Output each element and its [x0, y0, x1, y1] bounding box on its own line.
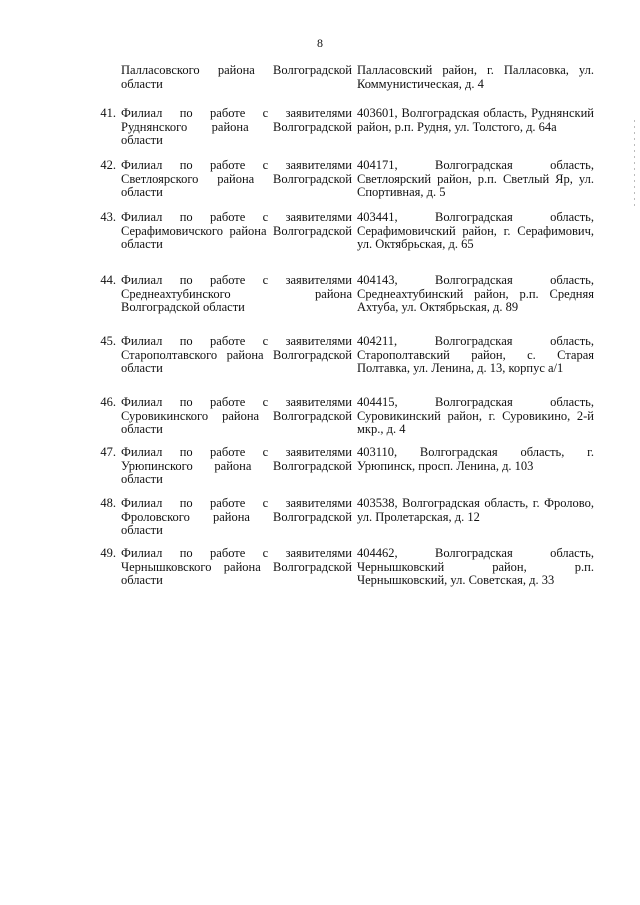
- table-row: [0, 274, 640, 335]
- branch-table: [0, 64, 640, 607]
- branch-address: 404171, Волгоградская область, Светлоярский район, р.п. Светлый Яр, ул. Спортивная, д. 5: [357, 158, 594, 199]
- table-row: [0, 211, 640, 274]
- row-number: 47.: [100, 445, 116, 459]
- table-row: [0, 159, 640, 211]
- table-row: [0, 64, 640, 107]
- branch-name: Филиал по работе с заявителями Чернышковского района Волгоградской области: [121, 546, 352, 587]
- branch-name: Филиал по работе с заявителями Фроловского района Волгоградской области: [121, 496, 352, 537]
- scan-edge-mark: [634, 120, 635, 210]
- row-number: 49.: [100, 546, 116, 560]
- branch-name: Филиал по работе с заявителями Серафимовичского района Волгоградской области: [121, 210, 352, 251]
- table-row: [0, 446, 640, 497]
- table-row: [0, 335, 640, 396]
- branch-name: Филиал по работе с заявителями Урюпинского района Волгоградской области: [121, 445, 352, 486]
- branch-name: Филиал по работе с заявителями Суровикинского района Волгоградской области: [121, 395, 352, 436]
- table-row: [0, 396, 640, 446]
- branch-address: 404462, Волгоградская область, Чернышковский район, р.п. Чернышковский, ул. Советская, д. 33: [357, 546, 594, 587]
- row-number: 44.: [100, 273, 116, 287]
- branch-name: Филиал по работе с заявителями Светлоярского района Волгоградской области: [121, 158, 352, 199]
- row-number: 43.: [100, 210, 116, 224]
- branch-address: 403538, Волгоградская область, г. Фролово, ул. Пролетарская, д. 12: [357, 496, 594, 524]
- row-number: 46.: [100, 395, 116, 409]
- branch-address: 404211, Волгоградская область, Старополтавский район, с. Старая Полтавка, ул. Ленина, д. 13, корпус а/1: [357, 334, 594, 375]
- branch-address: 404143, Волгоградская область, Среднеахтубинский район, р.п. Средняя Ахтуба, ул. Октябрьская, д. 89: [357, 273, 594, 314]
- branch-address: 403441, Волгоградская область, Серафимовичский район, г. Серафимович, ул. Октябрьская, д. 65: [357, 210, 594, 251]
- row-number: 48.: [100, 496, 116, 510]
- row-number: 41.: [100, 106, 116, 120]
- table-row: [0, 547, 640, 607]
- row-number: 42.: [100, 158, 116, 172]
- page-number: 8: [317, 36, 323, 50]
- branch-name: Филиал по работе с заявителями Среднеахтубинского района Волгоградской области: [121, 273, 352, 314]
- branch-address: 403601, Волгоградская область, Руднянский район, р.п. Рудня, ул. Толстого, д. 64а: [357, 106, 594, 134]
- branch-address: Палласовский район, г. Палласовка, ул. Коммунистическая, д. 4: [357, 63, 594, 91]
- branch-name: Палласовского района Волгоградской области: [121, 63, 352, 91]
- table-row: [0, 107, 640, 159]
- row-number: 45.: [100, 334, 116, 348]
- branch-name: Филиал по работе с заявителями Руднянского района Волгоградской области: [121, 106, 352, 147]
- branch-address: 404415, Волгоградская область, Суровикинский район, г. Суровикино, 2-й мкр., д. 4: [357, 395, 594, 436]
- branch-address: 403110, Волгоградская область, г. Урюпинск, просп. Ленина, д. 103: [357, 445, 594, 473]
- table-row: [0, 497, 640, 547]
- branch-name: Филиал по работе с заявителями Старополтавского района Волгоградской области: [121, 334, 352, 375]
